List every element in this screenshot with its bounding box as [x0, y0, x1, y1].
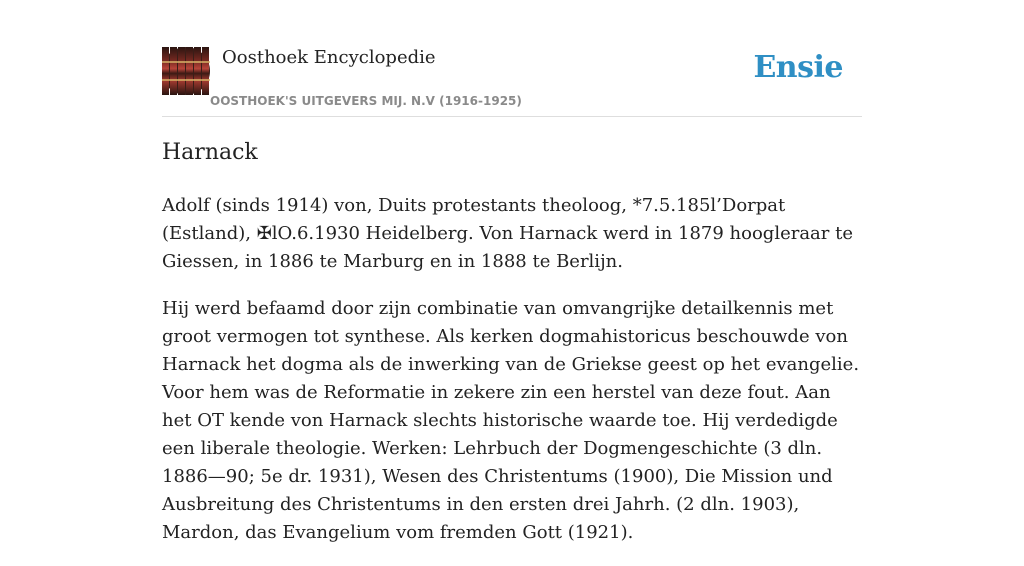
article-paragraph: Adolf (sinds 1914) von, Duits protestants theoloog, *7.5.185l’Dorpat (Estland), ✠lO.6.1930 Heidelberg. Von Harnack werd in 1879 hoogleraar te Giessen, in 1886 te Marburg en in 1888 te Berlijn. — [162, 195, 854, 272]
site-name[interactable]: Oosthoek Encyclopedie — [222, 47, 436, 68]
article-title: Harnack — [162, 140, 258, 165]
article-body — [162, 192, 862, 566]
article-paragraph: Hij werd befaamd door zijn combinatie van omvangrijke detailkennis met groot vermogen tot synthese. Als kerken dogmahistoricus beschouwde von Harnack het dogma als de inwerking van de Griekse geest op het evangelie. Voor hem was de Reformatie in zekere zin een herstel van deze fout. Aan het OT kende von Harnack slechts historische waarde toe. Hij verdedigde een liberale theologie. Werken: Lehrbuch der Dogmengeschichte (3 dln. 1886—90; 5e dr. 1931), Wesen des Christentums (1900), Die Mission und Ausbreitung des Christentums in den ersten drei Jahrh. (2 dln. 1903), Mardon, das Evangelium vom fremden Gott (1921). — [162, 298, 860, 543]
ensie-logo[interactable]: Ensie — [753, 50, 843, 85]
publisher-label[interactable]: OOSTHOEK'S UITGEVERS MIJ. N.V (1916-1925) — [210, 94, 522, 108]
site-header — [162, 40, 862, 117]
bookshelf-icon[interactable] — [162, 47, 210, 95]
